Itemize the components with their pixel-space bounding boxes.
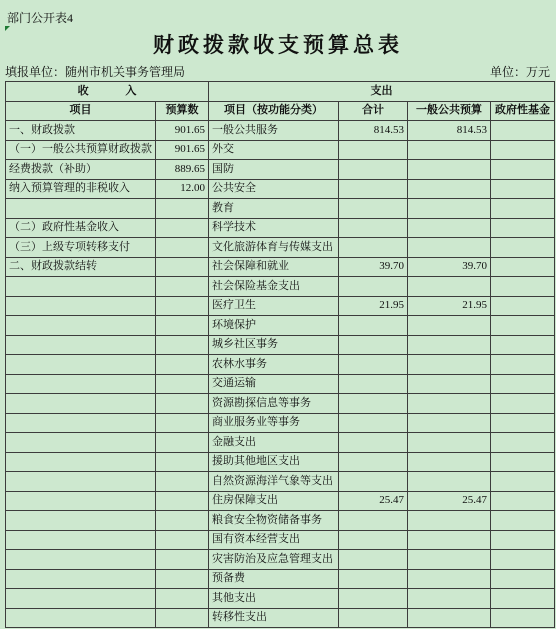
- currency-unit-label: 单位：万元: [490, 65, 551, 79]
- income-budget-cell: [156, 355, 209, 375]
- table-body: [6, 121, 555, 628]
- table-row: [6, 511, 555, 531]
- filling-unit-label: 填报单位：随州市机关事务管理局: [5, 65, 186, 79]
- total-cell: [339, 452, 408, 472]
- cell-error-indicator-icon: [5, 26, 10, 31]
- general-public-budget-cell: [408, 394, 491, 414]
- income-item-cell: [6, 355, 156, 375]
- income-budget-cell: [156, 608, 209, 628]
- government-fund-cell: [491, 491, 555, 511]
- table-row: [6, 569, 555, 589]
- general-public-budget-cell: [408, 530, 491, 550]
- income-budget-cell: [156, 452, 209, 472]
- government-fund-cell: [491, 413, 555, 433]
- government-fund-cell: [491, 530, 555, 550]
- government-fund-cell: [491, 452, 555, 472]
- general-public-budget-cell: [408, 550, 491, 570]
- government-fund-cell: [491, 277, 555, 297]
- group-header-row: [6, 82, 555, 102]
- table-row: [6, 452, 555, 472]
- government-fund-cell: [491, 296, 555, 316]
- income-item-cell: 纳入预算管理的非税收入: [6, 179, 156, 199]
- income-item-cell: [6, 335, 156, 355]
- total-cell: [339, 160, 408, 180]
- income-budget-cell: [156, 511, 209, 531]
- general-public-budget-cell: [408, 160, 491, 180]
- expense-item-cell: 资源勘探信息等事务: [209, 394, 339, 414]
- government-fund-cell: [491, 316, 555, 336]
- income-item-cell: [6, 433, 156, 453]
- government-fund-cell: [491, 550, 555, 570]
- general-public-budget-cell: [408, 452, 491, 472]
- general-public-budget-cell: 21.95: [408, 296, 491, 316]
- general-public-budget-cell: [408, 140, 491, 160]
- total-cell: [339, 433, 408, 453]
- total-cell: [339, 335, 408, 355]
- income-item-cell: [6, 608, 156, 628]
- income-item-cell: [6, 277, 156, 297]
- expense-item-cell: 教育: [209, 199, 339, 219]
- government-fund-cell: [491, 433, 555, 453]
- table-row: [6, 550, 555, 570]
- income-budget-cell: [156, 199, 209, 219]
- expense-item-cell: 城乡社区事务: [209, 335, 339, 355]
- expense-group-header: 支出: [209, 82, 555, 102]
- general-public-budget-cell: [408, 511, 491, 531]
- income-budget-cell: [156, 218, 209, 238]
- income-budget-cell: [156, 394, 209, 414]
- income-item-cell: 一、财政拨款: [6, 121, 156, 141]
- table-row: [6, 121, 555, 141]
- expense-item-cell: 金融支出: [209, 433, 339, 453]
- expense-item-cell: 社会保险基金支出: [209, 277, 339, 297]
- column-header-row: [6, 101, 555, 121]
- income-budget-cell: [156, 491, 209, 511]
- table-row: [6, 238, 555, 258]
- income-budget-cell: [156, 296, 209, 316]
- income-budget-cell: [156, 257, 209, 277]
- col-header-income-item: 项目: [6, 101, 156, 121]
- government-fund-cell: [491, 511, 555, 531]
- col-header-total: 合计: [339, 101, 408, 121]
- income-budget-cell: [156, 589, 209, 609]
- table-row: [6, 413, 555, 433]
- government-fund-cell: [491, 335, 555, 355]
- table-row: [6, 394, 555, 414]
- income-item-cell: 二、财政拨款结转: [6, 257, 156, 277]
- expense-item-cell: 社会保障和就业: [209, 257, 339, 277]
- expense-item-cell: 商业服务业等事务: [209, 413, 339, 433]
- expense-item-cell: 一般公共服务: [209, 121, 339, 141]
- government-fund-cell: [491, 589, 555, 609]
- general-public-budget-cell: [408, 199, 491, 219]
- income-budget-cell: 901.65: [156, 140, 209, 160]
- expense-item-cell: 住房保障支出: [209, 491, 339, 511]
- government-fund-cell: [491, 179, 555, 199]
- table-row: [6, 530, 555, 550]
- total-cell: [339, 218, 408, 238]
- table-row: [6, 199, 555, 219]
- income-budget-cell: [156, 335, 209, 355]
- income-group-header: 收 入: [6, 82, 209, 102]
- total-cell: [339, 374, 408, 394]
- expense-item-cell: 公共安全: [209, 179, 339, 199]
- expense-item-cell: 外交: [209, 140, 339, 160]
- government-fund-cell: [491, 238, 555, 258]
- table-row: [6, 160, 555, 180]
- total-cell: [339, 608, 408, 628]
- expense-item-cell: 农林水事务: [209, 355, 339, 375]
- income-budget-cell: [156, 550, 209, 570]
- total-cell: [339, 394, 408, 414]
- government-fund-cell: [491, 257, 555, 277]
- expense-item-cell: 医疗卫生: [209, 296, 339, 316]
- income-budget-cell: [156, 569, 209, 589]
- income-item-cell: [6, 394, 156, 414]
- government-fund-cell: [491, 394, 555, 414]
- table-row: [6, 433, 555, 453]
- income-item-cell: （三）上级专项转移支付: [6, 238, 156, 258]
- income-item-cell: [6, 530, 156, 550]
- income-budget-cell: [156, 238, 209, 258]
- expense-item-cell: 国防: [209, 160, 339, 180]
- expense-item-cell: 自然资源海洋气象等支出: [209, 472, 339, 492]
- income-budget-cell: [156, 472, 209, 492]
- income-item-cell: [6, 550, 156, 570]
- general-public-budget-cell: [408, 569, 491, 589]
- income-budget-cell: [156, 530, 209, 550]
- col-header-expense-item: 项目（按功能分类）: [209, 101, 339, 121]
- government-fund-cell: [491, 608, 555, 628]
- income-item-cell: [6, 199, 156, 219]
- expense-item-cell: 国有资本经营支出: [209, 530, 339, 550]
- col-header-income-budget: 预算数: [156, 101, 209, 121]
- income-item-cell: [6, 511, 156, 531]
- general-public-budget-cell: [408, 335, 491, 355]
- total-cell: [339, 472, 408, 492]
- sheet-label: 部门公开表4: [7, 11, 74, 25]
- total-cell: [339, 550, 408, 570]
- expense-item-cell: 其他支出: [209, 589, 339, 609]
- total-cell: [339, 199, 408, 219]
- table-row: [6, 257, 555, 277]
- general-public-budget-cell: [408, 589, 491, 609]
- table-row: [6, 374, 555, 394]
- income-budget-cell: 901.65: [156, 121, 209, 141]
- table-row: [6, 472, 555, 492]
- table-row: [6, 355, 555, 375]
- table-row: [6, 218, 555, 238]
- total-cell: 25.47: [339, 491, 408, 511]
- total-cell: 39.70: [339, 257, 408, 277]
- total-cell: [339, 355, 408, 375]
- income-item-cell: [6, 296, 156, 316]
- income-budget-cell: [156, 433, 209, 453]
- government-fund-cell: [491, 121, 555, 141]
- general-public-budget-cell: [408, 413, 491, 433]
- total-cell: [339, 179, 408, 199]
- income-item-cell: [6, 569, 156, 589]
- total-cell: [339, 569, 408, 589]
- income-budget-cell: [156, 413, 209, 433]
- income-budget-cell: [156, 277, 209, 297]
- government-fund-cell: [491, 160, 555, 180]
- total-cell: [339, 238, 408, 258]
- income-budget-cell: 12.00: [156, 179, 209, 199]
- total-cell: [339, 140, 408, 160]
- total-cell: [339, 277, 408, 297]
- expense-item-cell: 预备费: [209, 569, 339, 589]
- total-cell: 814.53: [339, 121, 408, 141]
- income-budget-cell: 889.65: [156, 160, 209, 180]
- general-public-budget-cell: 39.70: [408, 257, 491, 277]
- income-item-cell: [6, 316, 156, 336]
- general-public-budget-cell: 25.47: [408, 491, 491, 511]
- expense-item-cell: 科学技术: [209, 218, 339, 238]
- income-item-cell: （一）一般公共预算财政拨款: [6, 140, 156, 160]
- total-cell: [339, 316, 408, 336]
- table-row: [6, 179, 555, 199]
- government-fund-cell: [491, 199, 555, 219]
- table-row: [6, 277, 555, 297]
- general-public-budget-cell: [408, 374, 491, 394]
- income-item-cell: （二）政府性基金收入: [6, 218, 156, 238]
- income-item-cell: [6, 452, 156, 472]
- income-budget-cell: [156, 316, 209, 336]
- total-cell: [339, 511, 408, 531]
- table-row: [6, 491, 555, 511]
- income-item-cell: 经费拨款（补助）: [6, 160, 156, 180]
- expense-item-cell: 交通运输: [209, 374, 339, 394]
- expense-item-cell: 援助其他地区支出: [209, 452, 339, 472]
- general-public-budget-cell: [408, 238, 491, 258]
- expense-item-cell: 粮食安全物资储备事务: [209, 511, 339, 531]
- table-row: [6, 335, 555, 355]
- income-item-cell: [6, 589, 156, 609]
- table-row: [6, 296, 555, 316]
- income-item-cell: [6, 374, 156, 394]
- government-fund-cell: [491, 218, 555, 238]
- general-public-budget-cell: 814.53: [408, 121, 491, 141]
- income-budget-cell: [156, 374, 209, 394]
- table-row: [6, 589, 555, 609]
- income-item-cell: [6, 413, 156, 433]
- table-row: [6, 608, 555, 628]
- total-cell: 21.95: [339, 296, 408, 316]
- total-cell: [339, 413, 408, 433]
- government-fund-cell: [491, 140, 555, 160]
- table-row: [6, 316, 555, 336]
- general-public-budget-cell: [408, 608, 491, 628]
- government-fund-cell: [491, 374, 555, 394]
- total-cell: [339, 530, 408, 550]
- government-fund-cell: [491, 472, 555, 492]
- government-fund-cell: [491, 569, 555, 589]
- total-cell: [339, 589, 408, 609]
- col-header-general-public-budget: 一般公共预算: [408, 101, 491, 121]
- page-title: 财政拨款收支预算总表: [153, 33, 403, 57]
- income-item-cell: [6, 491, 156, 511]
- expense-item-cell: 环境保护: [209, 316, 339, 336]
- expense-item-cell: 文化旅游体育与传媒支出: [209, 238, 339, 258]
- general-public-budget-cell: [408, 316, 491, 336]
- general-public-budget-cell: [408, 277, 491, 297]
- income-item-cell: [6, 472, 156, 492]
- general-public-budget-cell: [408, 179, 491, 199]
- expense-item-cell: 灾害防治及应急管理支出: [209, 550, 339, 570]
- budget-summary-table: [5, 81, 555, 628]
- general-public-budget-cell: [408, 472, 491, 492]
- general-public-budget-cell: [408, 218, 491, 238]
- general-public-budget-cell: [408, 433, 491, 453]
- expense-item-cell: 转移性支出: [209, 608, 339, 628]
- col-header-government-fund: 政府性基金: [491, 101, 555, 121]
- government-fund-cell: [491, 355, 555, 375]
- table-row: [6, 140, 555, 160]
- general-public-budget-cell: [408, 355, 491, 375]
